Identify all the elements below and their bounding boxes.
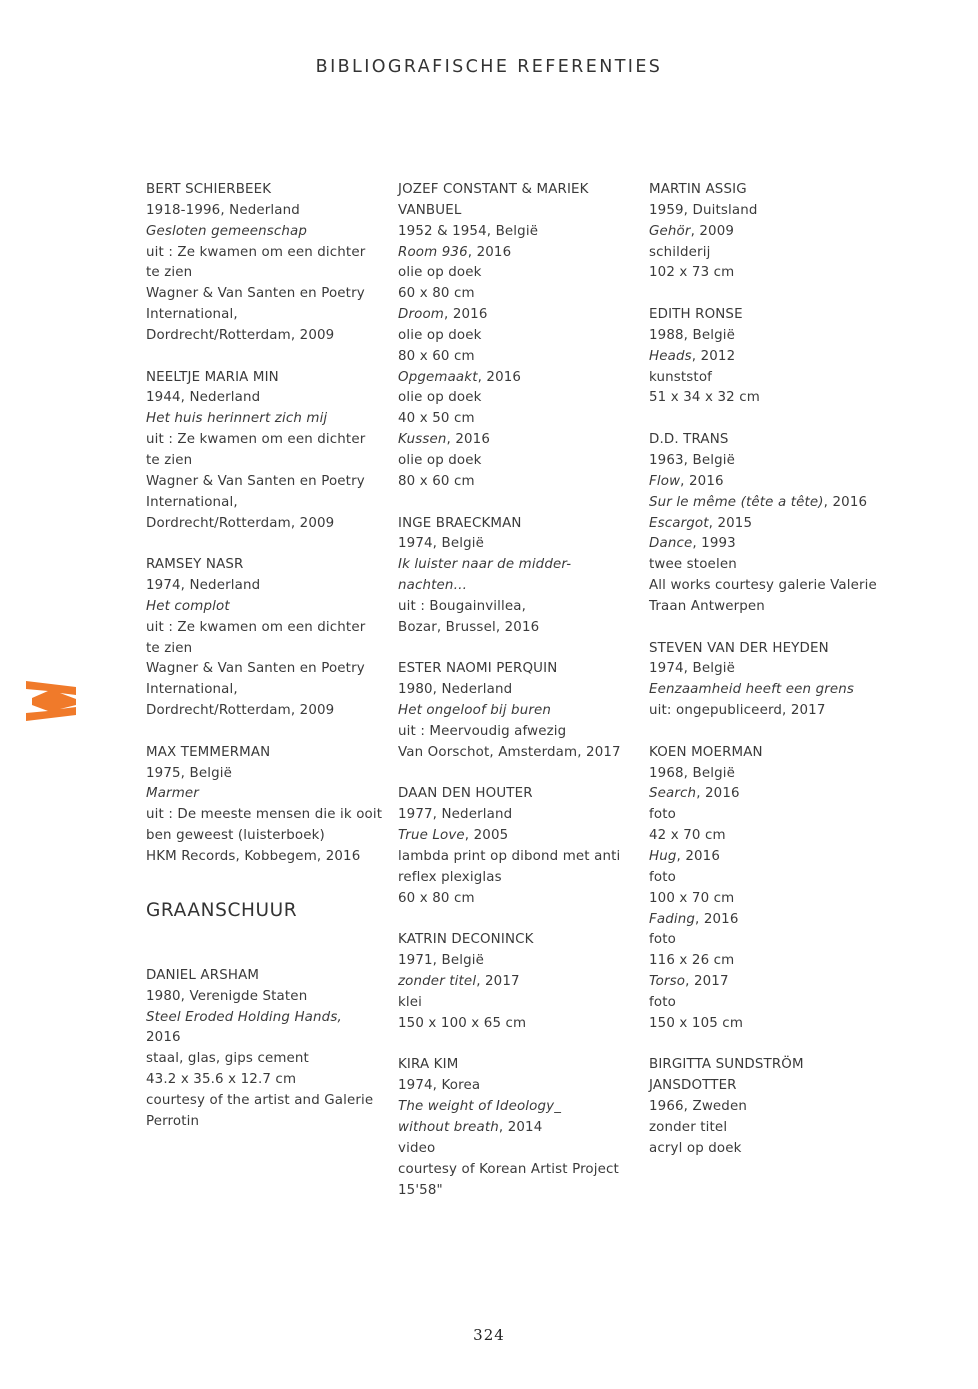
work-title: Torso [649, 974, 686, 990]
entry-text: 100 x 70 cm [649, 890, 735, 906]
entry-line [649, 263, 899, 284]
bibliography-entry [146, 743, 386, 868]
entry-text: BIRGITTA SUNDSTRÖM [649, 1057, 804, 1073]
entry-line [146, 764, 386, 785]
entry-text: JANSDOTTER [649, 1078, 737, 1094]
entry-text: INGE BRAECKMAN [398, 515, 522, 531]
entry-line [649, 680, 899, 701]
entry-text: schilderij [649, 244, 711, 260]
entry-text: foto [649, 932, 676, 948]
entry-text: olie op doek [398, 390, 482, 406]
entry-line [398, 1097, 638, 1118]
entry-text: D.D. TRANS [649, 432, 729, 448]
bibliography-entry [649, 305, 899, 409]
work-year: , 2016 [680, 473, 724, 489]
entry-text: 80 x 60 cm [398, 473, 475, 489]
entry-text: kunststof [649, 369, 713, 385]
entry-line [146, 1112, 386, 1133]
bibliography-entry [398, 930, 638, 1034]
column-2 [398, 180, 638, 1222]
entry-text: Wagner & Van Santen en Poetry [146, 661, 365, 677]
entry-line [398, 805, 638, 826]
entry-line [146, 618, 386, 639]
work-title: Droom [398, 307, 444, 323]
entry-text: zonder titel [649, 1119, 728, 1135]
entry-text: lambda print op dibond met anti [398, 849, 621, 864]
bibliography-entry [649, 430, 899, 618]
bibliography-entry [649, 743, 899, 1035]
entry-line [398, 326, 638, 347]
entry-line [146, 222, 386, 243]
entry-text: te zien [146, 452, 193, 468]
entry-line [146, 409, 386, 430]
entry-author [146, 368, 386, 389]
entry-text: Dordrecht/Rotterdam, 2009 [146, 515, 335, 531]
column-1-section-entries [146, 966, 386, 1133]
bibliography-entry [398, 659, 638, 763]
entry-line [146, 1008, 386, 1029]
entry-line [398, 743, 638, 764]
work-year: , 2016 [446, 432, 490, 448]
entry-line [146, 263, 386, 284]
entry-text: DAAN DEN HOUTER [398, 786, 533, 802]
work-title: Het huis herinnert zich mij [146, 411, 328, 427]
entry-line [398, 388, 638, 409]
entry-text: 1918-1996, Nederland [146, 202, 300, 218]
entry-line [649, 576, 899, 597]
entry-line [398, 201, 638, 222]
entry-line [398, 409, 638, 430]
entry-text: International, [146, 307, 238, 323]
entry-line [398, 847, 638, 868]
entry-line [398, 472, 638, 493]
entry-author [146, 555, 386, 576]
entry-line [146, 826, 386, 847]
entry-line [146, 680, 386, 701]
work-title: Sur le même (tête a tête) [649, 494, 824, 510]
bibliography-entry [398, 180, 638, 493]
column-2-entries [398, 180, 638, 1201]
entry-line [398, 722, 638, 743]
work-title: Hug [649, 849, 677, 864]
entry-line [146, 987, 386, 1008]
entry-text: 1944, Nederland [146, 390, 261, 406]
entry-line [649, 930, 899, 951]
entry-author [398, 180, 638, 201]
entry-line [649, 368, 899, 389]
work-year: , 2012 [691, 348, 736, 364]
section-title-graanschuur: GRAANSCHUUR [146, 899, 298, 921]
work-title: Flow [649, 473, 681, 489]
work-title: True Love [398, 828, 465, 844]
bibliography-entry [146, 555, 386, 722]
entry-text: video [398, 1140, 436, 1156]
entry-text: BERT SCHIERBEEK [146, 182, 272, 197]
entry-text: acryl op doek [649, 1140, 742, 1156]
work-title: Room 936 [398, 244, 468, 260]
entry-text: olie op doek [398, 265, 482, 281]
work-title: Opgemaakt [398, 369, 478, 385]
entry-line [146, 326, 386, 347]
entry-text: 1968, België [649, 765, 735, 781]
entry-line [146, 847, 386, 868]
work-title: Heads [649, 348, 692, 364]
entry-line [398, 618, 638, 639]
entry-text: 1974, België [398, 536, 484, 552]
entry-line [146, 305, 386, 326]
entry-line [649, 1118, 899, 1139]
entry-author [649, 743, 899, 764]
entry-line [649, 493, 899, 514]
entry-text: HKM Records, Kobbegem, 2016 [146, 849, 361, 864]
entry-text: 1980, Verenigde Staten [146, 988, 308, 1004]
entry-text: JOZEF CONSTANT & MARIEK [398, 182, 589, 197]
entry-line [398, 701, 638, 722]
entry-line [649, 889, 899, 910]
work-year: , 2016 [467, 244, 512, 260]
entry-text: Perrotin [146, 1113, 200, 1129]
entry-author [146, 180, 386, 201]
entry-text: International, [146, 494, 238, 510]
entry-line [398, 263, 638, 284]
entry-text: 1974, Nederland [146, 578, 261, 594]
entry-line [649, 701, 899, 722]
entry-text: RAMSEY NASR [146, 557, 244, 573]
page-number: 324 [473, 1326, 505, 1344]
column-3-entries [649, 180, 899, 1160]
entry-line [649, 534, 899, 555]
entry-line [649, 972, 899, 993]
entry-text: Van Oorschot, Amsterdam, 2017 [398, 744, 621, 760]
entry-text: Bozar, Brussel, 2016 [398, 619, 540, 635]
entry-line [649, 784, 899, 805]
entry-line [649, 868, 899, 889]
bibliography-entry [398, 1055, 638, 1201]
entry-line [398, 451, 638, 472]
work-year: , 2005 [464, 828, 509, 844]
entry-text: ben geweest (luisterboek) [146, 828, 325, 844]
entry-line [649, 514, 899, 535]
work-title: Eenzaamheid heeft een grens [649, 682, 855, 698]
work-title: The weight of Ideology_ [398, 1099, 562, 1115]
column-1 [146, 180, 386, 1153]
entry-line [398, 555, 638, 576]
entry-line [146, 472, 386, 493]
bibliography-entry [398, 514, 638, 639]
entry-text: Traan Antwerpen [649, 598, 765, 614]
entry-line [649, 451, 899, 472]
entry-text: 1975, België [146, 765, 232, 781]
entry-line [146, 576, 386, 597]
entry-text: DANIEL ARSHAM [146, 967, 260, 983]
entry-line [146, 284, 386, 305]
entry-author [398, 659, 638, 680]
bibliography-entry [146, 368, 386, 535]
entry-text: uit : Ze kwamen om een dichter [146, 619, 366, 635]
entry-text: STEVEN VAN DER HEYDEN [649, 640, 829, 656]
entry-line [649, 472, 899, 493]
entry-line [649, 597, 899, 618]
entry-line [146, 597, 386, 618]
work-year: , 2016 [444, 307, 488, 323]
entry-line [398, 1160, 638, 1181]
work-title: Het complot [146, 598, 230, 614]
work-year: , 2016 [695, 911, 739, 927]
w-logo-icon [26, 681, 76, 721]
entry-line [146, 493, 386, 514]
entry-text: 116 x 26 cm [649, 953, 735, 969]
entry-line [649, 910, 899, 931]
entry-line [649, 326, 899, 347]
entry-line [146, 805, 386, 826]
entry-author [649, 639, 899, 660]
entry-line [649, 659, 899, 680]
entry-line [649, 222, 899, 243]
work-year: , 2009 [690, 223, 735, 239]
entry-text: Wagner & Van Santen en Poetry [146, 473, 365, 489]
entry-author [649, 180, 899, 201]
entry-text: foto [649, 807, 676, 823]
entry-line [398, 1076, 638, 1097]
entry-text: courtesy of Korean Artist Project [398, 1161, 619, 1177]
work-title: nachten… [398, 578, 468, 594]
entry-line [146, 430, 386, 451]
entry-text: klei [398, 994, 423, 1010]
entry-line [398, 1118, 638, 1139]
entry-text: 1988, België [649, 327, 735, 343]
work-title: zonder titel [398, 974, 477, 990]
entry-text: te zien [146, 265, 193, 281]
w-logo-shape [26, 681, 76, 721]
entry-line [398, 1139, 638, 1160]
entry-text: 150 x 105 cm [649, 1015, 744, 1031]
entry-text: 1952 & 1954, België [398, 223, 539, 239]
entry-text: KATRIN DECONINCK [398, 932, 534, 948]
entry-text: 60 x 80 cm [398, 286, 475, 302]
entry-text: courtesy of the artist and Galerie [146, 1092, 374, 1108]
entry-author [649, 305, 899, 326]
entry-line [649, 555, 899, 576]
entry-line [649, 993, 899, 1014]
entry-author [398, 1055, 638, 1076]
entry-line [398, 243, 638, 264]
entry-text: uit: ongepubliceerd, 2017 [649, 703, 826, 719]
entry-text: NEELTJE MARIA MIN [146, 369, 279, 385]
entry-author [398, 784, 638, 805]
entry-text: 1974, België [649, 661, 735, 677]
work-year: , 2014 [498, 1119, 543, 1135]
work-title: Kussen [398, 432, 447, 448]
entry-line [398, 889, 638, 910]
work-title: Dance [649, 536, 693, 552]
entry-text: uit : Ze kwamen om een dichter [146, 432, 366, 448]
bibliography-entry [649, 1055, 899, 1159]
entry-line [649, 388, 899, 409]
entry-text: ESTER NAOMI PERQUIN [398, 661, 558, 677]
entry-text: 150 x 100 x 65 cm [398, 1015, 527, 1031]
entry-text: Dordrecht/Rotterdam, 2009 [146, 327, 335, 343]
column-1-entries [146, 180, 386, 868]
entry-line [398, 597, 638, 618]
entry-text: MARTIN ASSIG [649, 182, 747, 197]
entry-line [398, 534, 638, 555]
entry-line [398, 1014, 638, 1035]
entry-line [398, 993, 638, 1014]
entry-line [146, 451, 386, 472]
entry-text: foto [649, 994, 676, 1010]
entry-text: Dordrecht/Rotterdam, 2009 [146, 703, 335, 719]
entry-text: 40 x 50 cm [398, 411, 475, 427]
entry-line [398, 347, 638, 368]
work-title: Het ongeloof bij buren [398, 703, 552, 719]
entry-line [649, 243, 899, 264]
entry-text: 1966, Zweden [649, 1099, 747, 1115]
entry-text: 102 x 73 cm [649, 265, 735, 281]
entry-text: 60 x 80 cm [398, 890, 475, 906]
page-header: BIBLIOGRAFISCHE REFERENTIES [315, 57, 663, 77]
entry-text: 1963, België [649, 452, 735, 468]
work-title: Gehör [649, 223, 691, 239]
entry-text: 43.2 x 35.6 x 12.7 cm [146, 1072, 297, 1088]
entry-line [146, 659, 386, 680]
entry-text: 51 x 34 x 32 cm [649, 390, 760, 406]
entry-line [146, 1049, 386, 1070]
work-title: Search [649, 786, 697, 802]
entry-line [398, 368, 638, 389]
work-year: , 2016 [696, 786, 740, 802]
entry-line [649, 826, 899, 847]
entry-line [649, 805, 899, 826]
entry-text: 42 x 70 cm [649, 828, 726, 844]
entry-text: uit : De meeste mensen die ik ooit [146, 807, 383, 823]
bibliography-entry [146, 966, 386, 1133]
entry-line [649, 1076, 899, 1097]
entry-line [649, 1139, 899, 1160]
entry-text: 15'58" [398, 1182, 443, 1198]
entry-author [649, 430, 899, 451]
work-year: , 2016 [823, 494, 868, 510]
entry-text: te zien [146, 640, 193, 656]
entry-line [398, 826, 638, 847]
entry-line [649, 1097, 899, 1118]
entry-text: MAX TEMMERMAN [146, 744, 271, 760]
work-title: Marmer [146, 786, 199, 802]
entry-line [398, 951, 638, 972]
entry-text: 1959, Duitsland [649, 202, 758, 218]
work-title: Escargot [649, 515, 709, 531]
entry-line [146, 784, 386, 805]
entry-line [146, 388, 386, 409]
entry-line [146, 1070, 386, 1091]
work-title: Steel Eroded Holding Hands, [146, 1009, 342, 1025]
entry-text: All works courtesy galerie Valerie [649, 578, 877, 594]
entry-line [398, 305, 638, 326]
entry-line [398, 868, 638, 889]
entry-line [649, 1014, 899, 1035]
entry-line [398, 576, 638, 597]
entry-line [649, 847, 899, 868]
entry-line [649, 951, 899, 972]
work-title: Fading [649, 911, 696, 927]
entry-text: International, [146, 682, 238, 698]
entry-text: foto [649, 869, 676, 885]
entry-text: twee stoelen [649, 557, 737, 573]
work-title: Ik luister naar de midder- [398, 557, 572, 573]
entry-author [649, 1055, 899, 1076]
entry-text: 2016 [146, 1030, 181, 1046]
work-title: Gesloten gemeenschap [146, 223, 308, 239]
entry-line [398, 972, 638, 993]
column-3 [649, 180, 899, 1181]
entry-line [146, 1091, 386, 1112]
work-year: , 2015 [708, 515, 753, 531]
entry-text: 1980, Nederland [398, 682, 513, 698]
entry-text: VANBUEL [398, 202, 462, 218]
entry-text: uit : Ze kwamen om een dichter [146, 244, 366, 260]
work-year: , 2017 [476, 974, 520, 990]
bibliography-entry [398, 784, 638, 909]
entry-text: olie op doek [398, 452, 482, 468]
entry-line [398, 284, 638, 305]
work-title: without breath [398, 1119, 499, 1135]
work-year: , 1993 [692, 536, 736, 552]
entry-line [398, 1181, 638, 1202]
entry-text: EDITH RONSE [649, 307, 743, 323]
entry-line [398, 430, 638, 451]
entry-line [649, 201, 899, 222]
entry-line [146, 243, 386, 264]
entry-line [398, 680, 638, 701]
entry-text: 80 x 60 cm [398, 348, 475, 364]
bibliography-entry [146, 180, 386, 347]
bibliography-entry [649, 180, 899, 284]
entry-text: 1974, Korea [398, 1078, 481, 1094]
entry-text: 1977, Nederland [398, 807, 513, 823]
entry-line [146, 1028, 386, 1049]
entry-line [146, 201, 386, 222]
work-year: , 2016 [676, 849, 721, 864]
entry-line [649, 347, 899, 368]
entry-text: staal, glas, gips cement [146, 1051, 309, 1067]
entry-text: 1971, België [398, 953, 484, 969]
entry-text: KOEN MOERMAN [649, 744, 763, 760]
entry-text: uit : Bougainvillea, [398, 598, 527, 614]
entry-line [146, 639, 386, 660]
entry-author [146, 743, 386, 764]
entry-text: Wagner & Van Santen en Poetry [146, 286, 365, 302]
entry-author [146, 966, 386, 987]
entry-line [649, 764, 899, 785]
entry-author [398, 514, 638, 535]
entry-author [398, 930, 638, 951]
entry-text: uit : Meervoudig afwezig [398, 723, 567, 739]
entry-text: KIRA KIM [398, 1057, 459, 1073]
entry-text: olie op doek [398, 327, 482, 343]
entry-line [398, 222, 638, 243]
entry-line [146, 701, 386, 722]
entry-line [146, 514, 386, 535]
work-year: , 2017 [685, 974, 729, 990]
bibliography-entry [649, 639, 899, 722]
work-year: , 2016 [477, 369, 522, 385]
entry-text: reflex plexiglas [398, 869, 502, 885]
